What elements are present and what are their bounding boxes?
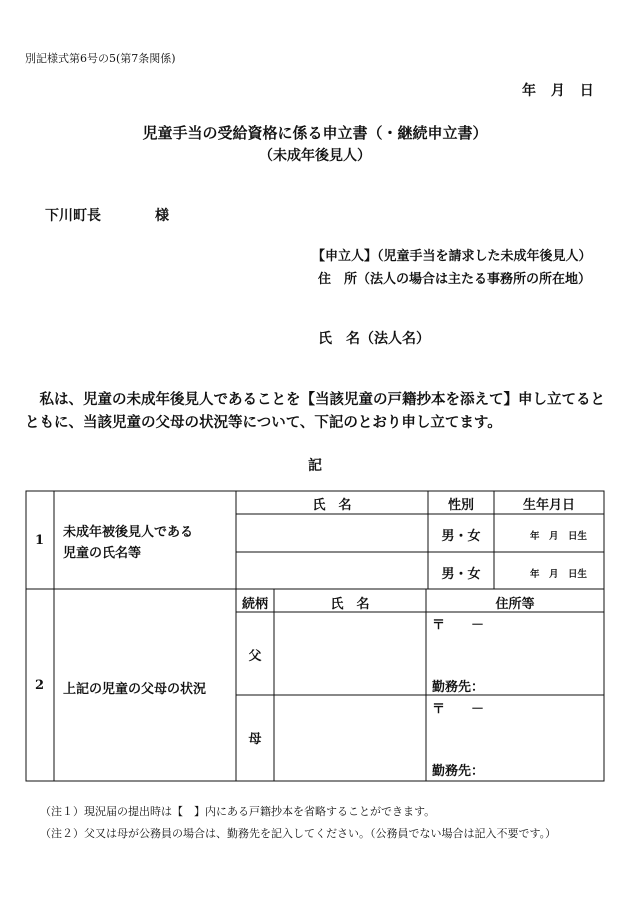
mother-label: 母 xyxy=(248,732,262,747)
applicant-name-label: 氏 名（法人名） xyxy=(318,331,430,347)
applicant-label: 【申立人】（児童手当を請求した未成年後見人） xyxy=(312,249,592,264)
document-subtitle: （未成年後見人） xyxy=(259,148,371,164)
child2-name-field[interactable] xyxy=(236,552,428,589)
row1-header-name: 氏 名 xyxy=(312,498,352,513)
form-id: 別記様式第6号の5(第7条関係) xyxy=(25,52,176,65)
row1-header-sex: 性別 xyxy=(447,498,474,513)
child1-name-field[interactable] xyxy=(236,514,428,552)
ki-heading: 記 xyxy=(308,458,322,474)
row2-header-name: 氏 名 xyxy=(330,597,370,612)
statement-paragraph: 私は、児童の未成年後見人であることを【当該児童の戸籍抄本を添えて】申し立てるとともに、当該児童の父母の状況等について、下記のとおり申し立てます。 xyxy=(25,391,605,431)
note-2: （注２）父又は母が公務員の場合は、勤務先を記入してください。（公務員でない場合は記入不要です。） xyxy=(40,827,557,840)
addressee-suffix: 様 xyxy=(155,208,169,224)
note-1: （注１）現況届の提出時は【 】内にある戸籍抄本を省略することができます。 xyxy=(40,805,436,818)
mother-workplace[interactable]: 勤務先： xyxy=(432,764,485,779)
row1-label-line2: 児童の氏名等 xyxy=(63,546,142,561)
child2-sex[interactable]: 男・女 xyxy=(441,567,481,582)
child1-sex[interactable]: 男・女 xyxy=(441,529,481,544)
father-name-field[interactable] xyxy=(274,612,426,695)
row1-label-line1: 未成年被後見人である xyxy=(63,525,194,540)
row2-header-address: 住所等 xyxy=(495,597,535,612)
mother-name-field[interactable] xyxy=(274,695,426,781)
addressee: 下川町長 xyxy=(45,208,101,224)
applicant-address-label: 住 所（法人の場合は主たる事務所の所在地） xyxy=(318,272,592,287)
child1-dob[interactable]: 年 月 日生 xyxy=(530,531,588,542)
row2-header-relation: 続柄 xyxy=(241,597,268,612)
row2-number: 2 xyxy=(35,678,45,693)
father-label: 父 xyxy=(248,649,262,664)
row1-header-dob: 生年月日 xyxy=(522,498,575,513)
date-field: 年 月 日 xyxy=(522,83,594,99)
document-title: 児童手当の受給資格に係る申立書（・継続申立書） xyxy=(142,124,488,142)
father-workplace[interactable]: 勤務先： xyxy=(432,680,485,695)
row2-label: 上記の児童の父母の状況 xyxy=(63,682,207,697)
child2-dob[interactable]: 年 月 日生 xyxy=(530,569,588,580)
father-postal[interactable]: 〒 － xyxy=(432,618,485,633)
row1-number: 1 xyxy=(35,533,45,548)
mother-postal[interactable]: 〒 － xyxy=(432,702,485,717)
